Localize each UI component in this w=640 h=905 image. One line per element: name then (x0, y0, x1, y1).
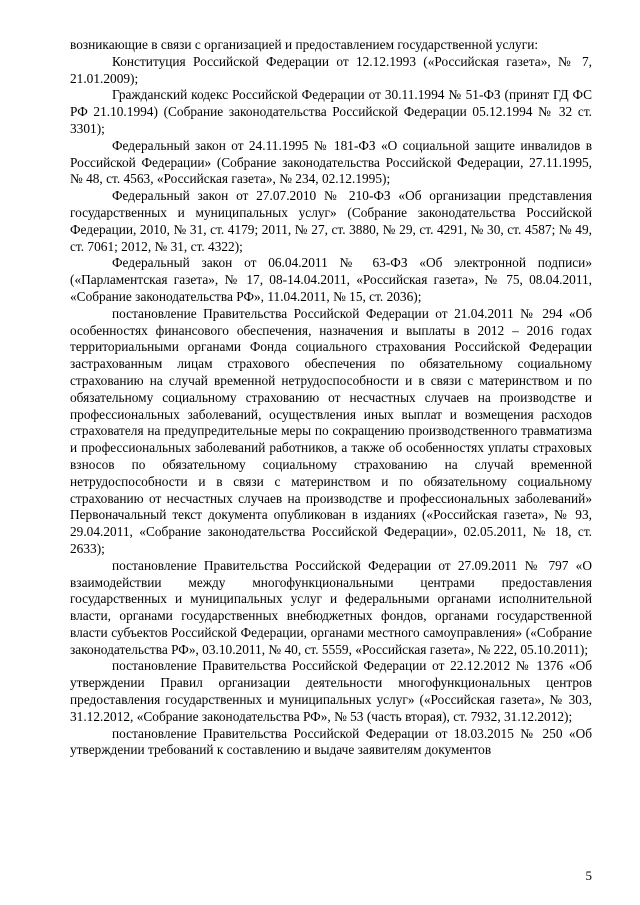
page-number: 5 (585, 868, 592, 883)
paragraph-law-181: Федеральный закон от 24.11.1995 № 181-ФЗ «О социальной защите инвалидов в Российской Федерации» (Собрание законодательства Российской Федерации, 27.11.1995, № 48, ст. 4563, «Российская газета», № 234, 02.12.1995); (70, 137, 592, 187)
paragraph-resolution-294: постановление Правительства Российской Федерации от 21.04.2011 № 294 «Об особенностях финансового обеспечения, назначения и выплаты в 2012 – 2016 годах территориальными органами Фонда социального страхования Российской Федерации застрахованным лицам страхового обеспечения по обязательному социальному страхованию на случай временной нетрудоспособности и в связи с материнством и по обязательному социальному страхованию от несчастных случаев на производстве и профессиональных заболеваний, осуществления иных выплат и возмещения расходов страхователя на предупредительные меры по сокращению производственного травматизма и профессиональных заболеваний работников, а также об особенностях уплаты страховых взносов по обязательному социальному страхованию на случай временной нетрудоспособности и в связи с материнством и по обязательному социальному страхованию от несчастных случаев на производстве и профессиональных заболеваний» Первоначальный текст документа опубликован в изданиях («Российская газета», № 93, 29.04.2011, «Собрание законодательства Российской Федерации», 02.05.2011, № 18, ст. 2633); (70, 305, 592, 556)
paragraph-civil-code: Гражданский кодекс Российской Федерации от 30.11.1994 № 51-ФЗ (принят ГД ФС РФ 21.10.1994) (Собрание законодательства Российской Федерации 05.12.1994 № 32 ст. 3301); (70, 87, 592, 136)
paragraph-constitution: Конституция Российской Федерации от 12.12.1993 («Российская газета», № 7, 21.01.2009); (70, 53, 592, 86)
paragraph-law-210: Федеральный закон от 27.07.2010 № 210-ФЗ «Об организации представления государственных и муниципальных услуг» (Собрание законодательства Российской Федерации, 2010, № 31, ст. 4179; 2011, № 27, ст. 3880, № 29, ст. 4291, № 30, ст. 4587; № 49, ст. 7061; 2012, № 31, ст. 4322); (70, 188, 592, 254)
paragraph-resolution-1376: постановление Правительства Российской Федерации от 22.12.2012 № 1376 «Об утверждении Правил организации деятельности многофункциональных центров предоставления государственных и муниципальных услуг» («Российская газета», № 303, 31.12.2012, «Собрание законодательства РФ», № 53 (часть вторая), ст. 7932, 31.12.2012); (70, 658, 592, 724)
paragraph-intro: возникающие в связи с организацией и предоставлением государственной услуги: (70, 37, 539, 52)
document-body (70, 37, 592, 759)
paragraph-resolution-797: постановление Правительства Российской Федерации от 27.09.2011 № 797 «О взаимодействии между многофункциональными центрами предоставления государственных и муниципальных услуг и федеральными органами исполнительной власти, органами государственных внебюджетных фондов, органами государственной власти субъектов Российской Федерации, органами местного самоуправления» («Собрание законодательства РФ», 03.10.2011, № 40, ст. 5559, «Российская газета», № 222, 05.10.2011); (70, 557, 592, 657)
paragraph-law-63: Федеральный закон от 06.04.2011 № 63-ФЗ «Об электронной подписи» («Парламентская газета», № 17, 08-14.04.2011, «Российская газета», № 75, 08.04.2011, «Собрание законодательства РФ», 11.04.2011, № 15, ст. 2036); (70, 255, 592, 304)
paragraph-resolution-250: постановление Правительства Российской Федерации от 18.03.2015 № 250 «Об утверждении требований к составлению и выдаче заявителям документов (70, 725, 592, 758)
